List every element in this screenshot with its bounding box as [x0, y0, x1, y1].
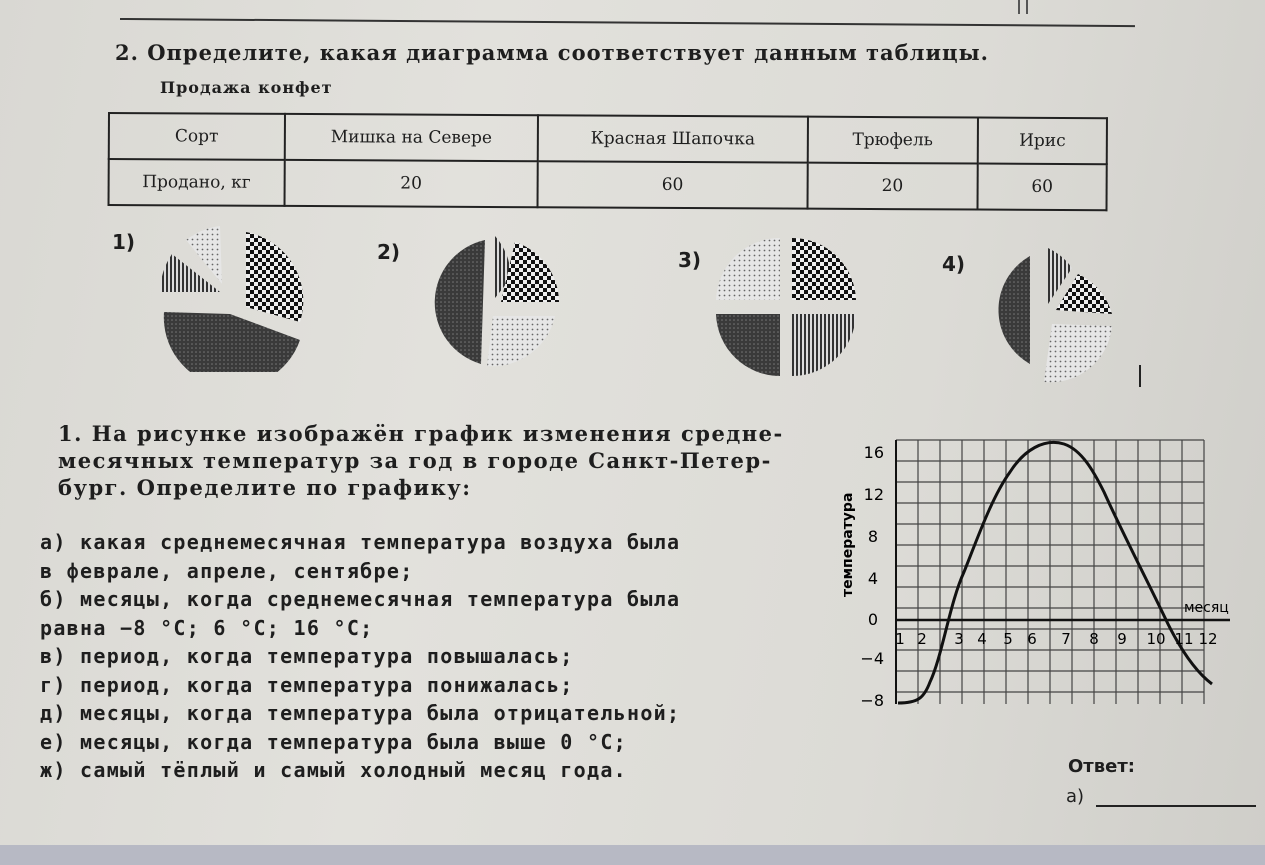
table-title: Продажа конфет: [160, 78, 333, 97]
xtick: 10: [1146, 630, 1166, 648]
pie-chart-option-2: [415, 232, 565, 377]
table-row: [109, 159, 1107, 210]
question-line: равна −8 °С; 6 °С; 16 °С;: [40, 615, 374, 640]
xtick: 7: [1061, 630, 1071, 648]
col-trufel: Трюфель: [807, 117, 978, 164]
xtick: 3: [954, 630, 964, 648]
col-iris: Ирис: [978, 118, 1107, 165]
row-header-sort: Сорт: [109, 113, 285, 160]
ytick: −4: [860, 649, 884, 668]
option-1-label: 1): [112, 230, 136, 254]
question-line: г) период, когда температура понижалась;: [40, 672, 574, 697]
pie-sector: [1044, 324, 1112, 382]
ytick: 16: [863, 443, 884, 462]
pen-mark: [1139, 365, 1141, 387]
pie-sector: [501, 242, 559, 302]
value-trufel: 20: [807, 163, 978, 210]
graph-ylabel: температура: [840, 492, 856, 597]
xtick: 8: [1089, 630, 1099, 648]
ytick: 0: [867, 610, 878, 629]
table-row: [109, 113, 1107, 164]
pie-sector: [716, 314, 780, 376]
option-3-label: 3): [678, 248, 702, 272]
pie-sector: [435, 240, 485, 364]
pie-sector: [487, 316, 555, 366]
answer-label: Ответ:: [1068, 756, 1135, 777]
question-line: а) какая среднемесячная температура воздуха была: [40, 530, 681, 554]
task1-questions: [40, 528, 830, 785]
pie-sector: [792, 314, 856, 376]
value-krasnaya: 60: [538, 161, 807, 208]
xtick: 12: [1198, 630, 1218, 648]
pie-chart-option-4: [968, 244, 1118, 386]
pie-sector: [164, 312, 300, 372]
xtick: 1: [895, 630, 905, 648]
task1-heading: [58, 420, 818, 501]
question-line: е) месяцы, когда температура была выше 0 °С;: [40, 729, 628, 754]
pie-sector: [792, 238, 856, 300]
task1-text: На рисунке изображён график изменения средне-месячных температур за год в городе Санкт-Петер-бург. Определите по графику:: [58, 421, 784, 500]
xtick: 5: [1003, 630, 1013, 648]
pie-chart-option-3: [712, 238, 860, 378]
screen-bottom-edge: [0, 845, 1265, 865]
ytick: 8: [867, 527, 878, 546]
task1-number: 1.: [58, 421, 83, 446]
question-line: в) период, когда температура повышалась;: [40, 644, 574, 668]
question-line: в феврале, апреле, сентябре;: [40, 558, 414, 583]
xtick: 6: [1027, 630, 1037, 648]
ytick: −8: [860, 691, 884, 710]
answer-a-label: а): [1066, 786, 1085, 807]
xtick: 4: [977, 630, 987, 648]
task2-number: 2.: [115, 40, 139, 65]
answer-a-field[interactable]: [1096, 805, 1256, 807]
xtick: 2: [917, 630, 927, 648]
question-line: д) месяцы, когда температура была отрицательной;: [40, 701, 681, 725]
xtick: 9: [1117, 630, 1127, 648]
value-mishka: 20: [284, 160, 538, 207]
graph-xlabel: месяц: [1184, 600, 1229, 616]
task2-heading: [115, 40, 989, 65]
col-mishka: Мишка на Севере: [284, 114, 538, 161]
row-header-sold: Продано, кг: [109, 159, 285, 206]
top-rule: [120, 18, 1135, 27]
col-krasnaya: Красная Шапочка: [538, 115, 807, 162]
ytick: 4: [867, 569, 878, 588]
xtick: 11: [1174, 630, 1194, 648]
candy-table: [108, 112, 1108, 211]
question-line: ж) самый тёплый и самый холодный месяц года.: [40, 758, 628, 782]
graph-grid: [896, 440, 1204, 704]
pencil-mark: [1018, 0, 1028, 14]
pie-chart-option-1: [150, 222, 310, 372]
value-iris: 60: [978, 164, 1107, 211]
ytick: 12: [863, 485, 884, 504]
question-line: б) месяцы, когда среднемесячная температура была: [40, 587, 681, 611]
pie-sector: [246, 232, 303, 322]
task2-text: Определите, какая диаграмма соответствует данным таблицы.: [147, 40, 989, 65]
option-2-label: 2): [377, 240, 401, 264]
temperature-graph: [838, 432, 1238, 717]
option-4-label: 4): [942, 252, 966, 276]
pie-sector: [998, 256, 1030, 364]
pie-sector: [716, 238, 780, 300]
pie-sector: [1056, 274, 1112, 314]
